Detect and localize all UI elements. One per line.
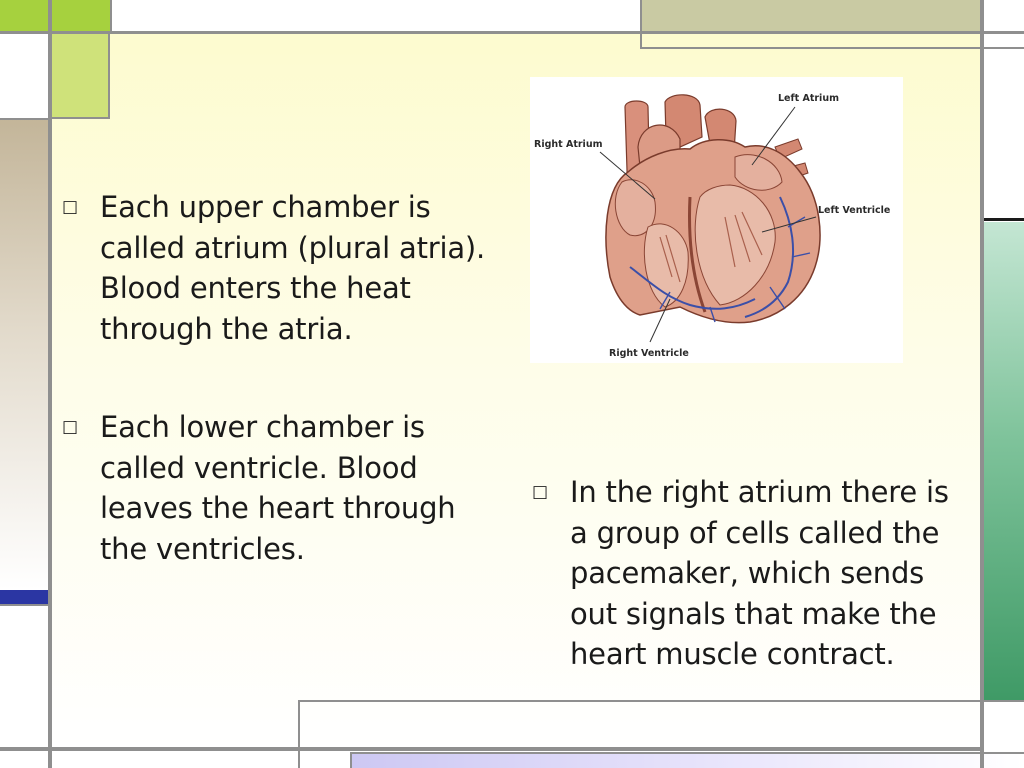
bullet-marker: □ <box>532 482 549 502</box>
green-accent-block <box>0 0 110 33</box>
bullet-text: Each lower chamber is called ventricle. Blood leaves the heart through the ventricles. <box>100 410 456 566</box>
heart-diagram <box>530 77 903 363</box>
blue-accent-strip <box>0 590 48 604</box>
frame-line-left-upper <box>0 118 52 120</box>
lavender-gradient-strip <box>350 752 1024 768</box>
green-gradient-strip <box>984 222 1024 700</box>
bullet-text: Each upper chamber is called atrium (plural atria). Blood enters the heat through the atria. <box>100 190 486 346</box>
tan-gradient-strip <box>0 118 48 590</box>
heart-illustration <box>530 77 903 363</box>
frame-line-left-lower <box>0 604 52 606</box>
bullet-marker: □ <box>62 197 79 217</box>
label-left-ventricle: Left Ventricle <box>818 205 891 216</box>
bullet-text: In the right atrium there is a group of cells called the pacemaker, which sends out signals that make the heart muscle contract. <box>570 475 949 671</box>
frame-line-bottom <box>0 747 984 751</box>
olive-accent-block <box>640 0 980 33</box>
label-right-ventricle: Right Ventricle <box>609 348 689 359</box>
divider-line <box>984 218 1024 221</box>
frame-line-top <box>0 31 1024 34</box>
bullet-item-ventricle <box>62 407 502 569</box>
lime-accent-block <box>52 34 110 119</box>
label-right-atrium: Right Atrium <box>534 139 603 150</box>
bullet-item-pacemaker <box>532 472 972 675</box>
frame-line-top-short <box>110 0 112 33</box>
frame-outline-top-right <box>640 33 1024 49</box>
bullet-item-atrium <box>62 187 502 349</box>
frame-line-right <box>980 0 984 768</box>
bullet-marker: □ <box>62 417 79 437</box>
label-left-atrium: Left Atrium <box>778 93 839 104</box>
